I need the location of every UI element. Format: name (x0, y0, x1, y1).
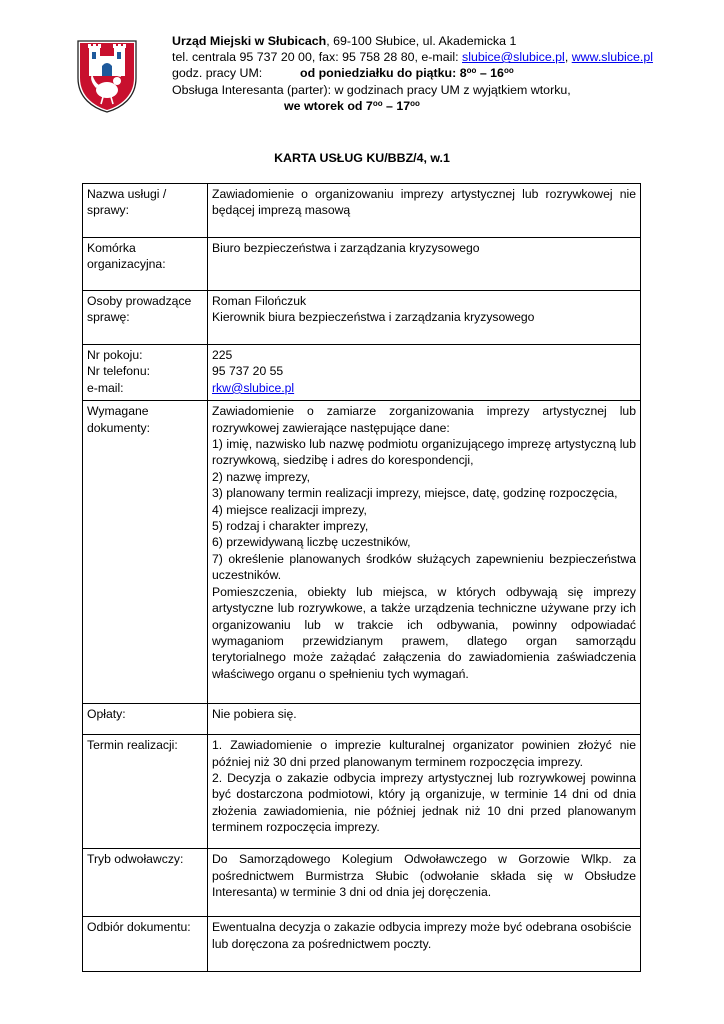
label-documents: Wymagane dokumenty: (83, 401, 208, 704)
label-service-name: Nazwa usługi / sprawy: (83, 184, 208, 238)
person-name: Roman Filończuk (212, 294, 307, 308)
documents-item-3: 3) planowany termin realizacji imprezy, miejsce, datę, godzinę rozpoczęcia, (212, 486, 618, 501)
documents-note: Pomieszczenia, obiekty lub miejsca, w których odbywają się imprezy artystyczne lub rozrywkowe, a także urządzenia techniczne używane przy ich organizowaniu lub w trakcie ich odbywania, powinny odpowiadać wymaganiom przewidzianym prawem, dlatego organ samorządu terytorialnego może zażądać załączenia do zawiadomienia zaświadczenia właściwego organu o spełnieniu tych wymagań. (212, 584, 636, 681)
hours-start-sup: oo (466, 66, 477, 76)
value-appeal: Do Samorządowego Kolegium Odwoławczego w Gorzowie Wlkp. za pośrednictwem Burmistrza Słubic (odwołanie składa się w Obsłudze Interesanta) w terminie 3 dni od dnia jej doręczenia. (208, 849, 641, 917)
contact-email-link[interactable]: rkw@slubice.pl (212, 380, 295, 395)
row-persons (83, 291, 641, 345)
documents-item-4: 4) miejsce realizacji imprezy, (212, 502, 367, 517)
office-header (172, 33, 672, 114)
room-number: 225 (212, 348, 233, 362)
value-deadline (208, 735, 641, 849)
documents-item-6: 6) przewidywaną liczbę uczestników, (212, 535, 411, 550)
row-appeal (83, 849, 641, 917)
row-deadline (83, 735, 641, 849)
coat-of-arms-logo (75, 38, 139, 114)
hours-dash: – 16 (476, 66, 504, 81)
row-pickup (83, 917, 641, 972)
row-documents (83, 401, 641, 704)
value-contact (208, 345, 641, 401)
row-service-name (83, 184, 641, 238)
documents-item-5: 5) rodzaj i charakter imprezy, (212, 519, 369, 534)
office-address-line (172, 33, 672, 49)
label-deadline: Termin realizacji: (83, 735, 208, 849)
tuesday-start-sup: oo (372, 98, 383, 108)
row-contact (83, 345, 641, 401)
value-service-name: Zawiadomienie o organizowaniu imprezy artystycznej lub rozrywkowej nie będącej imprezą masową (208, 184, 641, 238)
value-fees: Nie pobiera się. (208, 704, 641, 735)
label-persons: Osoby prowadzące sprawę: (83, 291, 208, 345)
contact-line (172, 49, 672, 65)
hours-end-sup: oo (503, 66, 514, 76)
office-name: Urząd Miejski w Słubicach (172, 34, 327, 48)
documents-item-1: 1) imię, nazwisko lub nazwę podmiotu organizującego imprezę artystyczną lub rozrywkową, siedzibę i adres do korespondencji, (212, 437, 636, 468)
hours-line (172, 65, 672, 81)
row-fees (83, 704, 641, 735)
person-position: Kierownik biura bezpieczeństwa i zarządzania kryzysowego (212, 310, 535, 325)
label-appeal: Tryb odwoławczy: (83, 849, 208, 917)
tuesday-end-sup: oo (410, 98, 420, 108)
value-pickup: Ewentualna decyzja o zakazie odbycia imprezy może być odebrana osobiście lub doręczona za pośrednictwem poczty. (208, 917, 641, 972)
deadline-point-2: 2. Decyzja o zakazie odbycia imprezy artystycznej lub rozrywkowej powinna być dostarczona podmiotowi, który ją organizuje, w terminie 14 dni od dnia złożenia zawiadomienia, nie później jednak niż 10 dni przed planowanym terminem rozpoczęcia imprezy. (212, 771, 636, 835)
label-contact (83, 345, 208, 401)
office-email-link[interactable]: slubice@slubice.pl (462, 50, 565, 65)
label-fees: Opłaty: (83, 704, 208, 735)
tuesday-hours-line (172, 98, 672, 114)
tuesday-dash: – 17 (382, 98, 411, 113)
hours-value (300, 66, 514, 80)
phone-number: 95 737 20 55 (212, 364, 284, 379)
deadline-point-1: 1. Zawiadomienie o imprezie kulturalnej organizator powinien złożyć nie później niż 30 dni przed planowanym terminem rozpoczęcia imprezy. (212, 738, 636, 769)
value-unit: Biuro bezpieczeństwa i zarządzania kryzysowego (208, 238, 641, 291)
document-title: KARTA USŁUG KU/BBZ/4, w.1 (274, 151, 450, 165)
office-website-link[interactable]: www.slubice.pl (571, 50, 653, 65)
service-hours-line: Obsługa Interesanta (parter): w godzinach pracy UM z wyjątkiem wtorku, (172, 82, 571, 97)
hours-label: godz. pracy UM: (172, 66, 263, 81)
service-card-table (82, 183, 641, 972)
label-unit: Komórka organizacyjna: (83, 238, 208, 291)
contact-separator: , (564, 50, 572, 65)
tuesday-text: we wtorek od 7 (284, 98, 373, 113)
label-pickup: Odbiór dokumentu: (83, 917, 208, 972)
hours-text: od poniedziałku do piątku: 8 (300, 66, 467, 81)
documents-intro: Zawiadomienie o zamiarze zorganizowania imprezy artystycznej lub rozrywkowej zawierające następujące dane: (212, 404, 636, 435)
documents-item-2: 2) nazwę imprezy, (212, 469, 310, 484)
room-label: Nr pokoju: (87, 348, 143, 362)
value-documents (208, 401, 641, 704)
phone-label: Nr telefonu: (87, 364, 151, 379)
row-unit (83, 238, 641, 291)
contact-prefix: tel. centrala 95 737 20 00, fax: 95 758 28 80, e-mail: (172, 50, 462, 65)
office-address: , 69-100 Słubice, ul. Akademicka 1 (326, 34, 517, 48)
email-label: e-mail: (87, 380, 124, 395)
value-persons (208, 291, 641, 345)
documents-item-7: 7) określenie planowanych środków służących zapewnieniu bezpieczeństwa uczestników. (212, 551, 636, 583)
